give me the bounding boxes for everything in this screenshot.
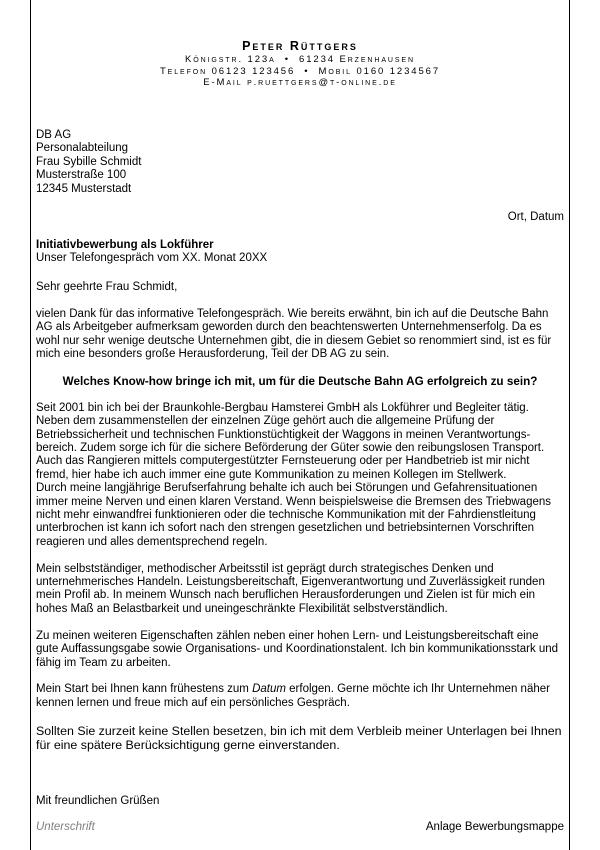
place-date: Ort, Datum xyxy=(507,211,564,223)
closing: Mit freundlichen Grüßen xyxy=(36,795,160,807)
recipient-department: Personalabteilung xyxy=(36,142,129,155)
recipient-city: 12345 Musterstadt xyxy=(36,182,132,195)
right-margin-rule xyxy=(569,0,570,850)
experience-paragraph-1: Seit 2001 bin ich bei der Braunkohle-Bergbau Hamsterei GmbH als Lokführer und Begleiter tätig. Neben dem zusammenstellen der einzelnen Züge gehört auch die allgemeine Prüfung der Betriebssicherheit und technischen Funktionstüchtigkeit der Waggons in meinen Verantwortungs-bereich. Zudem sorge ich für die sichere Beförderung der Güter sowie den reibungslosen Transport. Auch das Rangieren mittels computergestützter Fernsteuerung oder per Handbetrieb ist mir nicht fremd, hier habe ich auch immer eine gute Kommunikation zu meinen Kollegen im Stellwerk. xyxy=(36,401,545,481)
working-style-paragraph: Mein selbstständiger, methodischer Arbeitsstil ist geprägt durch strategisches Denken und unternehmerisches Handeln. Leistungsbereitschaft, Eigenverantwortung und Zuverlässigkeit runden mein Profil ab. In meinem Wunsch nach beruflichen Herausforderungen und Zielen ist für mich ein hohes Maß an Belastbarkeit und uneingeschränkte Flexibilität selbstverständlich. xyxy=(36,562,545,615)
know-how-heading: Welches Know-how bringe ich mit, um für die Deutsche Bahn AG erfolgreich zu sein? xyxy=(62,375,538,389)
letterhead xyxy=(30,39,570,89)
signature: Unterschrift xyxy=(36,821,95,833)
sender-name: Peter Rüttgers xyxy=(242,39,358,53)
experience-paragraph-2: Durch meine langjährige Berufserfahrung behalte ich auch bei Störungen und Gefahrensituationen immer meine Nerven und einen klaren Verstand. Wenn beispielsweise die Bremsen des Triebwagens nicht mehr einwandfrei funktionieren oder die technische Kommunikation mit der Fahrdienstleitung unterbrochen ist kann ich sofort nach den strengen gesetzlichen und betriebsinternen Vorschriften reagieren und alles dementsprechend regeln. xyxy=(36,482,552,548)
start-suffix: erfolgen. Gerne möchte ich Ihr Unternehmen näher kennen lernen und freue mich auf ein persönliches Gespräch. xyxy=(36,683,550,709)
sender-email: E-Mail p.ruettgers@t-online.de xyxy=(203,77,397,88)
sender-address: Königstr. 123a • 61234 Erzenhausen xyxy=(185,54,415,65)
recipient-company: DB AG xyxy=(36,129,72,141)
subject-reference: Unser Telefongespräch vom XX. Monat 20XX xyxy=(36,252,268,265)
subject-block xyxy=(36,239,564,266)
subject-title: Initiativbewerbung als Lokführer xyxy=(36,239,214,251)
start-paragraph xyxy=(36,683,564,710)
recipient-contact: Frau Sybille Schmidt xyxy=(36,155,142,168)
salutation: Sehr geehrte Frau Schmidt, xyxy=(36,281,178,293)
letter-footer xyxy=(36,821,564,833)
letter-body xyxy=(36,308,564,766)
sender-phone: Telefon 06123 123456 • Mobil 0160 1234567 xyxy=(159,65,441,77)
enclosure-note: Anlage Bewerbungsmappe xyxy=(425,821,564,833)
intro-paragraph: vielen Dank für das informative Telefongespräch. Wie bereits erwähnt, bin ich auf die Deutsche Bahn AG als Arbeitgeber aufmerksam geworden durch den beachtenswerten Unternehmenserfolg. Da es wohl nur sehr wenige deutsche Unternehmen gibt, die in diesem Gebiet so renommiert sind, ist es für mich eine besonders große Herausforderung, Teil der DB AG zu sein. xyxy=(36,308,552,361)
recipient-address xyxy=(36,129,564,196)
left-margin-rule xyxy=(30,0,31,850)
start-prefix: Mein Start bei Ihnen kann frühestens zum xyxy=(36,683,253,696)
recipient-street: Musterstraße 100 xyxy=(36,169,127,182)
fallback-paragraph: Sollten Sie zurzeit keine Stellen besetzen, bin ich mit dem Verbleib meiner Unterlagen bei Ihnen für eine spätere Berücksichtigung gerne einverstanden. xyxy=(36,723,562,752)
qualities-paragraph: Zu meinen weiteren Eigenschaften zählen neben einer hohen Lern- und Leistungsbereitschaft eine gute Auffassungsgabe sowie Organisations- und Koordinationstalent. Ich bin kommunikationsstark und fähig im Team zu arbeiten. xyxy=(36,629,559,669)
start-date: Datum xyxy=(252,683,286,696)
